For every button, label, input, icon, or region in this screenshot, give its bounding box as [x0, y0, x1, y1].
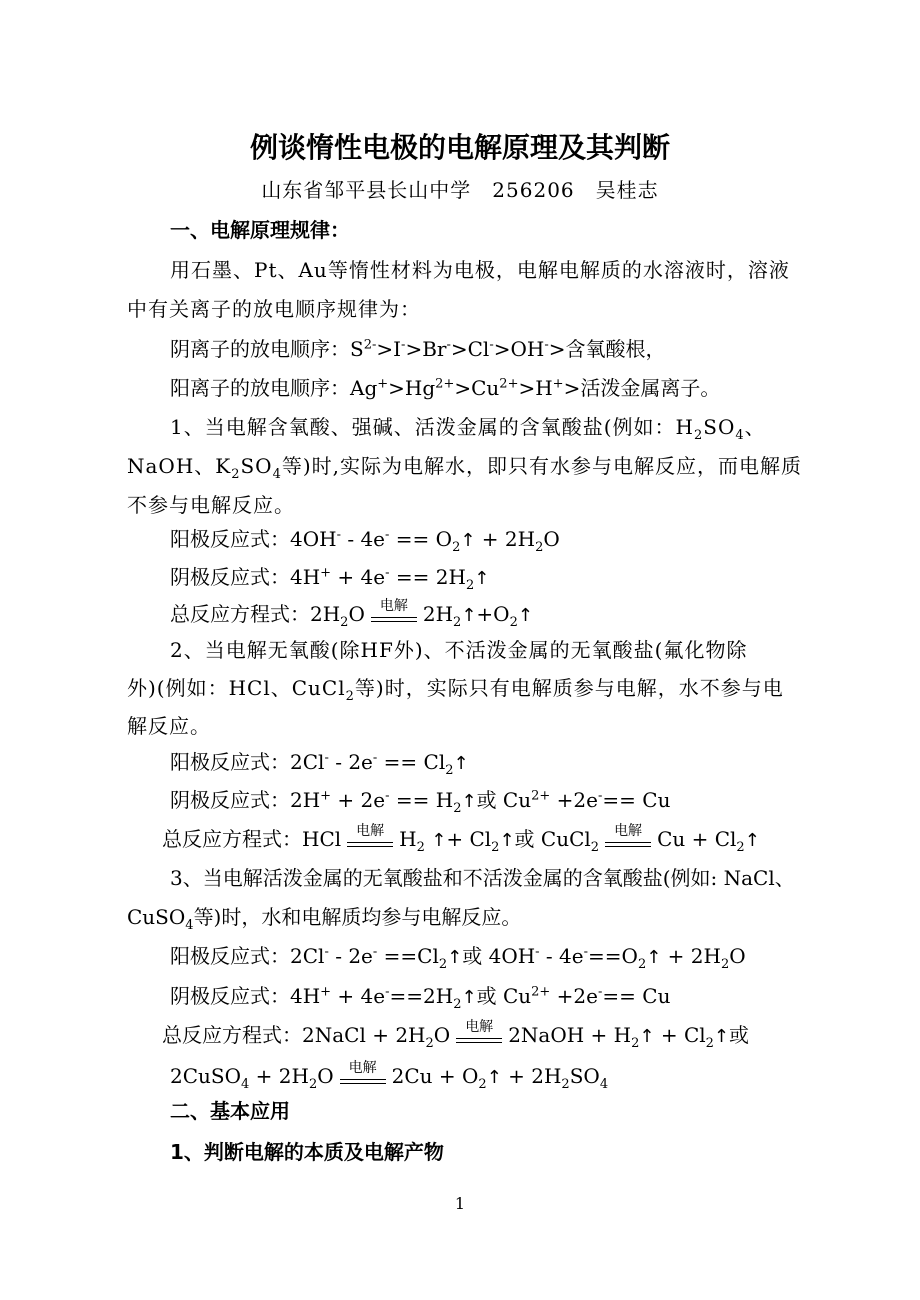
case3-anode-reaction: 阳极反应式：$2Cl^- - 2e^- ==Cl_2↑$或 $4OH^- - 4e^-==O_2↑ + 2H_2O$	[170, 944, 746, 972]
case3-total-reaction-2: 2CuSO$_4$ + $2H_2O$ 电解 $2Cu + O_2↑ + 2H_2SO_4$	[170, 1059, 609, 1092]
case2-anode-reaction: 阳极反应式：$2Cl^- - 2e^- == Cl_2↑$	[170, 750, 469, 778]
electrolysis-condition: 电解	[456, 1023, 502, 1051]
anion-formula: $S^{2-}>I^->Br^->Cl^->OH^-$	[350, 337, 549, 361]
or-word: 或	[476, 788, 497, 812]
case3-line-1: 3、当电解活泼金属的无氧酸盐和不活泼金属的含氧酸盐(例如: NaCl、	[170, 866, 795, 890]
anion-order	[170, 335, 666, 363]
intro-line-1: 用石墨、Pt、Au等惰性材料为电极，电解电解质的水溶液时，溶液	[170, 258, 790, 282]
cation-order-tail: >活泼金属离子。	[563, 376, 721, 400]
total-label: 总反应方程式：	[170, 602, 310, 626]
section-heading-1: 一、电解原理规律：	[170, 218, 350, 242]
case1-line-1	[170, 413, 766, 441]
case1-anode-reaction: 阳极反应式：$4OH^- - 4e^- == O_2↑ + 2H_2O$	[170, 527, 560, 555]
case2-total-reaction: 总反应方程式：HCl 电解 $H_2$ ↑+ $Cl_2↑$或 CuCl$_2$ 电解 $Cu + Cl_2↑$	[162, 822, 760, 855]
anode-label: 阳极反应式：	[170, 944, 290, 968]
or-word: 或	[462, 944, 483, 968]
electrolysis-condition: 电解	[347, 827, 393, 855]
electrolysis-condition: 电解	[340, 1064, 386, 1092]
or-word: 或	[514, 827, 535, 851]
or-word: 或	[476, 984, 497, 1008]
case1-line-2-text: 等)时,实际为电解水，即只有水参与电解反应，而电解质	[281, 454, 803, 478]
case1-formula-b: NaOH、$K_2SO_4$	[127, 454, 282, 482]
cation-order	[170, 374, 720, 402]
total-label: 总反应方程式：	[162, 827, 302, 851]
author-line: 山东省邹平县长山中学 256206 吴桂志	[261, 178, 659, 202]
subsection-heading-1: 1、判断电解的本质及电解产物	[170, 1140, 444, 1164]
case2-line-2-tail: 等)时，实际只有电解质参与电解，水不参与电	[354, 676, 784, 700]
total-label: 总反应方程式：	[162, 1023, 302, 1047]
case2-cathode-reaction: 阴极反应式：$2H^+ + 2e^- == H_2↑$或 $Cu^{2+} +2e^-== Cu$	[170, 788, 671, 816]
section-heading-2: 二、基本应用	[170, 1099, 290, 1123]
case1-line-3: 不参与电解反应。	[127, 493, 295, 517]
case2-line-2: 外)(例如：HCl、CuCl$_2$等)时，实际只有电解质参与电解，水不参与电	[127, 676, 784, 704]
cation-order-label: 阳离子的放电顺序：	[170, 376, 350, 400]
anion-order-label: 阴离子的放电顺序：	[170, 337, 350, 361]
case2-line-3: 解反应。	[127, 714, 211, 738]
page-number: 1	[454, 1194, 466, 1213]
cation-formula: $Ag^+>Hg^{2+}>Cu^{2+}>H^+$	[350, 376, 564, 400]
anode-label: 阳极反应式：	[170, 527, 290, 551]
case3-line-2-text: 等)时，水和电解质均参与电解反应。	[193, 905, 522, 929]
case1-text: 1、当电解含氧酸、强碱、活泼金属的含氧酸盐(例如：	[170, 415, 676, 439]
case1-total-reaction: 总反应方程式：$2H_2O$ 电解 $2H_2↑+O_2↑$	[170, 597, 533, 630]
intro-line-2: 中有关离子的放电顺序规律为：	[127, 297, 421, 321]
case1-formula-a: $H_2SO_4$、	[675, 415, 766, 443]
or-word: 或	[729, 1023, 750, 1047]
case3-cathode-reaction: 阴极反应式：$4H^+ + 4e^-==2H_2↑$或 $Cu^{2+} +2e^-== Cu$	[170, 984, 671, 1012]
case1-line-2	[127, 452, 802, 480]
electrolysis-condition: 电解	[605, 827, 651, 855]
case3-total-reaction-1: 总反应方程式：2NaCl + $2H_2O$ 电解 2NaOH + $H_2↑$ + $Cl_2↑$或	[162, 1018, 750, 1051]
case1-cathode-reaction: 阴极反应式：$4H^+ + 4e^- == 2H_2↑$	[170, 565, 490, 593]
case3-line-2	[127, 903, 521, 931]
anion-order-tail: >含氧酸根，	[548, 337, 666, 361]
document-title: 例谈惰性电极的电解原理及其判断	[249, 131, 670, 164]
case2-line-1: 2、当电解无氧酸(除HF外)、不活泼金属的无氧酸盐(氟化物除	[170, 638, 748, 662]
case2-line-2-head: 外)(例如：HCl、CuCl	[127, 676, 346, 700]
cathode-label: 阴极反应式：	[170, 565, 290, 589]
electrolysis-condition: 电解	[371, 602, 417, 630]
case3-formula: CuSO$_4$	[127, 905, 194, 933]
anode-label: 阳极反应式：	[170, 750, 290, 774]
cathode-label: 阴极反应式：	[170, 788, 290, 812]
cathode-label: 阴极反应式：	[170, 984, 290, 1008]
